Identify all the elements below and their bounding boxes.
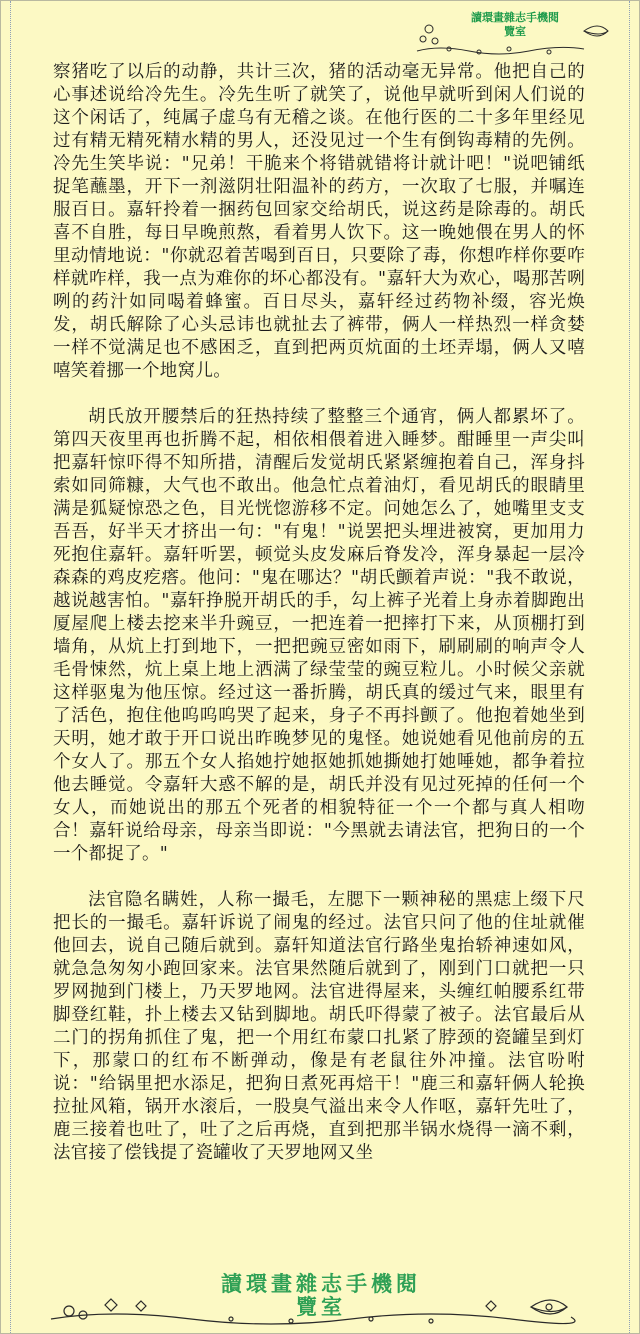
header-watermark-line2: 覽室: [504, 25, 526, 38]
article-body: [53, 61, 585, 1165]
paragraph-2: 胡氏放开腰禁后的狂热持续了整整三个通宵，俩人都累坏了。第四天夜里再也折腾不起，相依相偎着进入睡梦。酣睡里一声尖叫把嘉轩惊吓得不知所措，清醒后发觉胡氏紧紧缠抱着自己，浑身抖索如同筛糠，大气也不敢出。他急忙点着油灯，看见胡氏的眼睛里满是狐疑惊恐之色，目光恍惚游移不定。问她怎么了，她嘴里支支吾吾，好半天才挤出一句："有鬼！"说罢把头埋进被窝，更加用力死抱住嘉轩。嘉轩听罢，顿觉头皮发麻后脊发冷，浑身暴起一层冷森森的鸡皮疙瘩。他问："鬼在哪达？"胡氏颤着声说："我不敢说，越说越害怕。"嘉轩挣脱开胡氏的手，勾上裤子光着上身赤着脚跑出厦屋爬上楼去挖来半升豌豆，一把连着一把摔打下来，从顶棚打到墙角，从炕上打到地下，一把把豌豆密如雨下，刷刷刷的响声令人毛骨悚然，炕上桌上地上洒满了绿莹莹的豌豆粒儿。小时候父亲就这样驱鬼为他压惊。经过这一番折腾，胡氏真的缓过气来，眼里有了活色，抱住他呜呜呜哭了起来，身子不再抖颤了。他抱着她坐到天明，她才敢于开口说出昨晚梦见的鬼怪。她说她看见他前房的五个女人了。那五个女人掐她拧她抠她抓她撕她打她唾她，都争着拉他去睡觉。令嘉轩大惑不解的是，胡氏并没有见过死掉的任何一个女人，而她说出的那五个死者的相貌特征一个一个都与真人相吻合！嘉轩说给母亲，母亲当即说："今黑就去请法官，把狗日的一个一个都捉了。": [53, 407, 585, 864]
header-watermark: [409, 9, 619, 59]
paragraph-3: 法官隐名瞒姓，人称一撮毛，左腮下一颗神秘的黑痣上缀下尺把长的一撮毛。嘉轩诉说了闹鬼的经过。法官只问了他的住址就催他回去，说自己随后就到。嘉轩知道法官行路坐鬼抬轿神速如风，就急急匆匆小跑回家来。法官果然随后就到了，刚到门口就把一只罗网抛到门楼上，乃天罗地网。法官进得屋来，头缠红帕腰系红带脚登红鞋，扑上楼去又钻到脚地。胡氏吓得蒙了被子。法官最后从二门的拐角抓住了鬼，把一个用红布蒙口扎紧了脖颈的瓷罐呈到灯下，那蒙口的红布不断弹动，像是有老鼠往外冲撞。法官吩咐说："给锅里把水添足，把狗日煮死再焙干！"鹿三和嘉轩俩人轮换拉扯风箱，锅开水滚后，一股臭气溢出来令人作呕，嘉轩先吐了，鹿三接着也吐了，吐了之后再烧，直到把那半锅水烧得一滴不剩，法官接了偿钱提了瓷罐收了天罗地网又坐: [53, 890, 585, 1163]
footer-watermark: [31, 1269, 611, 1329]
paragraph-1: 察猪吃了以后的动静，共计三次，猪的活动毫无异常。他把自己的心事述说给冷先生。冷先生听了就笑了，说他早就听到闲人们说的这个闲话了，纯属子虚乌有无稽之谈。在他行医的二十多年里经见过有精无精死精水精的男人，还没见过一个生有倒钩毒精的先例。冷先生笑毕说："兄弟！干脆来个将错就错将计就计吧！"说吧铺纸捉笔蘸墨，开下一剂滋阴壮阳温补的药方，一次取了七服，并嘱连服百日。嘉轩拎着一捆药包回家交给胡氏，说这药是除毒的。胡氏喜不自胜，每日早晚煎熬，看着男人饮下。这一晚她偎在男人的怀里动情地说："你就忍着苦喝到百日，只要除了毒，你想咋样你要咋样就咋样，我一点为难你的坏心都没有。"嘉轩大为欢心，喝那苦咧咧的药汁如同喝着蜂蜜。百日尽头，嘉轩经过药物补缀，容光焕发，胡氏解除了心头忌讳也就扯去了裤带，俩人一样热烈一样贪婪一样不觉满足也不感困乏，直到把两页炕面的土坯弄塌，俩人又嘻嘻笑着挪一个地窝儿。: [53, 62, 585, 381]
header-watermark-line1: 讀環畫雜志手機閱: [471, 11, 559, 24]
footer-watermark-line2: 覽室: [296, 1295, 346, 1319]
footer-watermark-line1: 讀環畫雜志手機閱: [221, 1272, 421, 1296]
